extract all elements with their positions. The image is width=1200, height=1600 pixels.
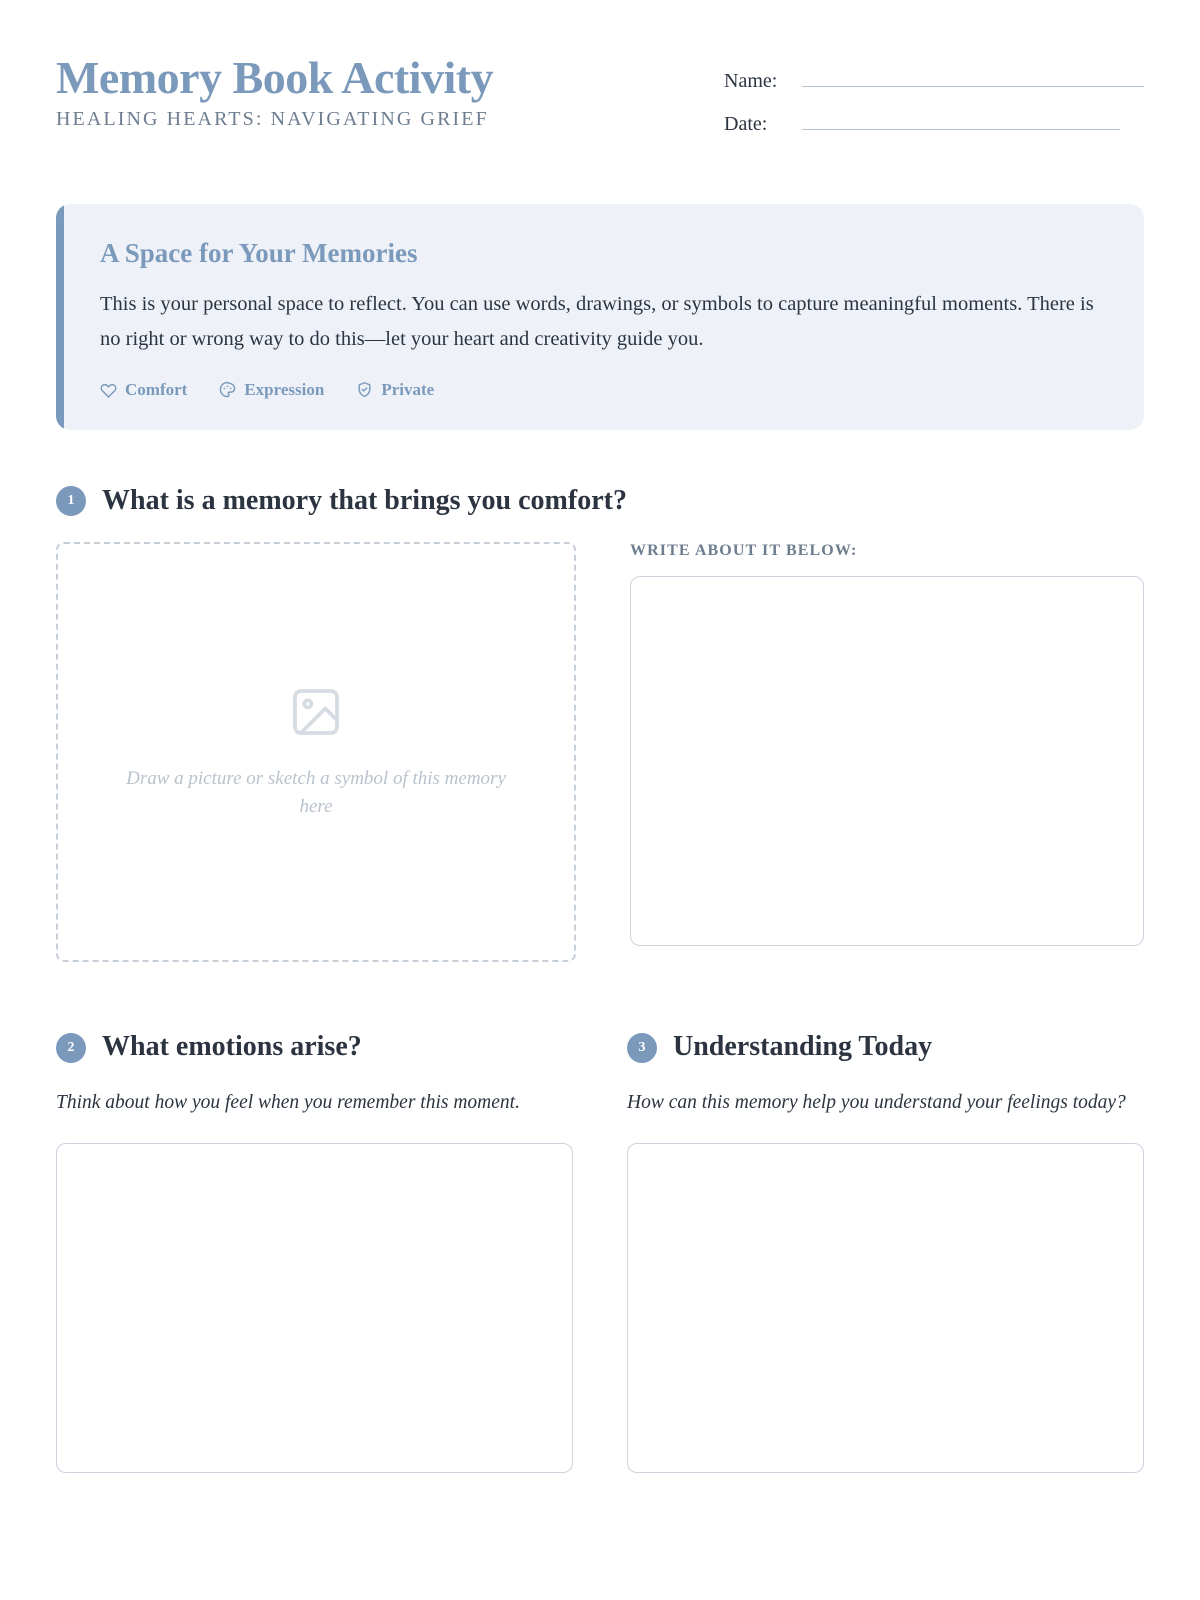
date-input[interactable] — [802, 109, 1120, 130]
drawing-area-hint: Draw a picture or sketch a symbol of this memory here — [126, 768, 506, 817]
question-1-write-column — [630, 542, 1144, 962]
question-3-prompt: How can this memory help you understand your feelings today? — [627, 1092, 1126, 1114]
question-3-header — [627, 1032, 1144, 1063]
page-title: Memory Book Activity — [56, 52, 494, 103]
tag-expression — [219, 380, 324, 400]
question-1-title: What is a memory that brings you comfort? — [102, 484, 627, 516]
callout-body: This is your personal space to reflect. You can use words, drawings, or symbols to capture meaningful moments. There is no right or wrong way to do this—let your heart and creativity guide you. — [100, 293, 1094, 351]
questions-row-2 — [56, 1032, 1144, 1473]
question-1 — [56, 486, 1144, 963]
question-1-number: 1 — [56, 486, 86, 516]
page-subtitle: HEALING HEARTS: NAVIGATING GRIEF — [56, 108, 489, 131]
name-field-row — [724, 66, 1144, 93]
question-3-title: Understanding Today — [673, 1031, 933, 1063]
date-field-label: Date: — [724, 113, 768, 135]
callout-tag-row — [100, 380, 1104, 400]
question-2-header — [56, 1032, 573, 1063]
palette-icon — [219, 381, 236, 398]
tag-private — [356, 380, 434, 400]
image-placeholder-icon — [288, 684, 344, 745]
question-1-answer-box[interactable] — [630, 576, 1144, 946]
meta-fields — [724, 48, 1144, 152]
tag-comfort — [100, 380, 187, 400]
tag-private-label: Private — [381, 379, 435, 399]
question-3-answer-box[interactable] — [627, 1143, 1144, 1473]
question-2-number: 2 — [56, 1033, 86, 1063]
question-3 — [627, 1032, 1144, 1473]
page-header — [56, 48, 1144, 152]
intro-callout — [56, 204, 1144, 430]
name-field-label: Name: — [724, 70, 778, 92]
title-block — [56, 48, 493, 131]
question-3-number: 3 — [627, 1033, 657, 1063]
drawing-area[interactable] — [56, 542, 576, 962]
tag-expression-label: Expression — [244, 379, 325, 399]
question-1-body — [56, 542, 1144, 962]
question-2-title: What emotions arise? — [102, 1031, 362, 1063]
name-input[interactable] — [802, 66, 1144, 87]
question-1-header — [56, 486, 1144, 517]
tag-comfort-label: Comfort — [125, 379, 188, 399]
shield-check-icon — [356, 381, 373, 398]
question-2 — [56, 1032, 573, 1473]
write-about-it-label: WRITE ABOUT IT BELOW: — [630, 542, 858, 560]
question-2-prompt: Think about how you feel when you remember this moment. — [56, 1092, 520, 1114]
date-field-row — [724, 109, 1144, 136]
callout-title: A Space for Your Memories — [100, 238, 418, 268]
heart-icon — [100, 381, 117, 398]
question-2-answer-box[interactable] — [56, 1143, 573, 1473]
